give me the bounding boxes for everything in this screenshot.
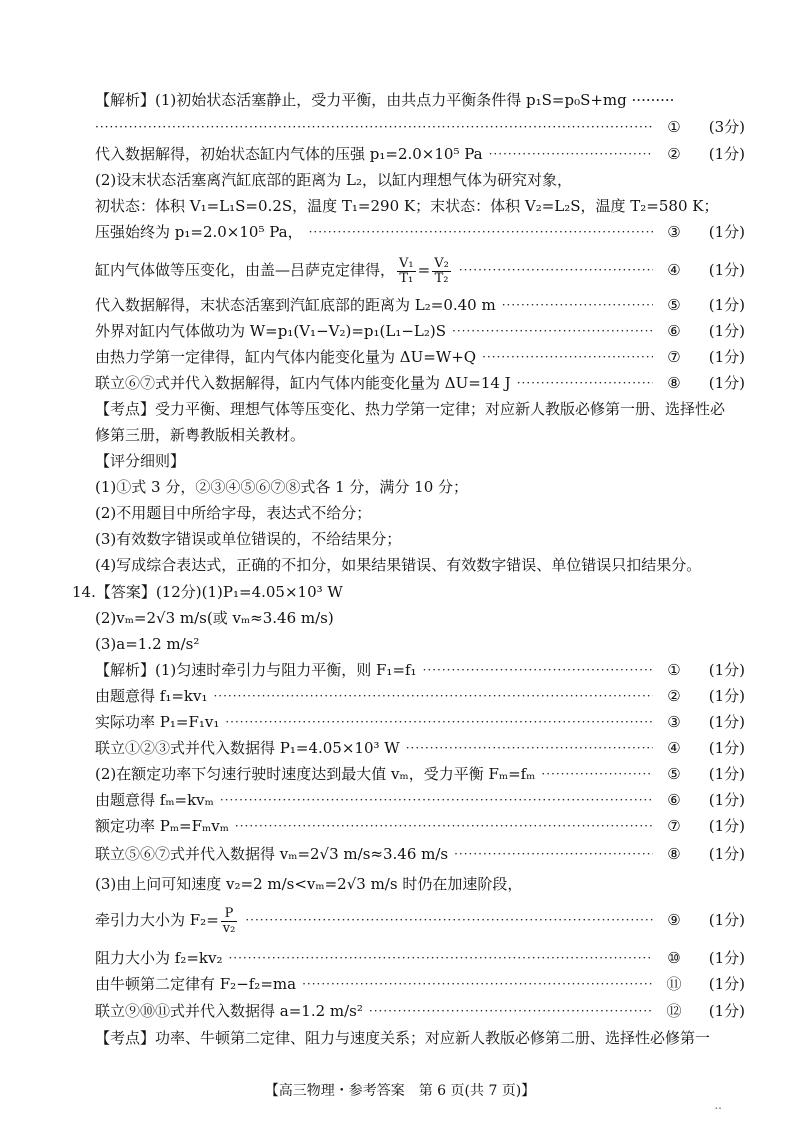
analysis-line-3: 初状态：体积 V₁=L₁S=0.2S，温度 T₁=290 K；末状态：体积 V₂=L₂S，温度 T₂=580 K； — [95, 197, 719, 215]
analysis-line-1: 【解析】(1)初始状态活塞静止，受力平衡，由共点力平衡条件得 p₁S=p₀S+mg ········· — [95, 91, 675, 109]
equals-sign: = — [417, 261, 431, 279]
equation-number: ⑧ — [667, 845, 681, 863]
q14-equation-row-2 — [95, 682, 745, 710]
score: (1分) — [708, 687, 745, 705]
equation-text: 联立⑤⑥⑦式并代入数据得 vₘ=2√3 m/s≈3.46 m/s — [95, 845, 449, 863]
leader-dots — [235, 812, 653, 840]
equation-text: 代入数据解得，初始状态缸内气体的压强 p₁=2.0×10⁵ Pa — [95, 145, 483, 163]
score: (1分) — [708, 223, 745, 241]
leader-dots — [95, 113, 653, 141]
equation-number: ③ — [667, 713, 681, 731]
equation-row-3 — [95, 218, 745, 246]
equation-number: ③ — [667, 223, 681, 241]
equation-number: ⑥ — [667, 791, 681, 809]
equation-number: ⑨ — [667, 911, 681, 929]
page-footer: 【高三物理・参考答案 第 6 页(共 7 页)】 — [264, 1083, 536, 1099]
fraction-numerator: P — [221, 907, 238, 922]
equation-number: ② — [667, 145, 681, 163]
corner-mark: .. — [714, 1098, 722, 1112]
leader-dots — [541, 760, 653, 788]
equation-row-6 — [95, 317, 745, 345]
q14-equation-row-10 — [95, 944, 745, 972]
equation-text: 压强始终为 p₁=2.0×10⁵ Pa， — [95, 223, 303, 241]
equation-row-8 — [95, 369, 745, 397]
equation-text: (2)在额定功率下匀速行驶时速度达到最大值 vₘ，受力平衡 Fₘ=fₘ — [95, 765, 536, 783]
equation-text: 外界对缸内气体做功为 W=p₁(V₁−V₂)=p₁(L₁−L₂)S — [95, 322, 447, 340]
equation-number: ⑫ — [666, 1002, 682, 1020]
q14-equation-row-9 — [95, 898, 745, 942]
equation-text: 代入数据解得，末状态活塞到汽缸底部的距离为 L₂=0.40 m — [95, 296, 496, 314]
equation-text: 联立⑨⑩⑪式并代入数据得 a=1.2 m/s² — [95, 1002, 363, 1020]
equation-row-4 — [95, 248, 745, 292]
q14-equation-row-1 — [95, 656, 745, 684]
score: (1分) — [708, 845, 745, 863]
equation-row-2 — [95, 140, 745, 168]
equation-row-5 — [95, 291, 745, 319]
equation-lead: 牵引力大小为 F₂= — [95, 911, 219, 929]
q14-equation-row-5 — [95, 760, 745, 788]
fraction-denominator: v₂ — [222, 920, 236, 936]
scoring-rule-3: (3)有效数字错误或单位错误的，不给结果分； — [95, 530, 402, 548]
score: (1分) — [708, 713, 745, 731]
q14-answer-line-1: 14.【答案】(12分)(1)P₁=4.05×10³ W — [72, 583, 343, 601]
q14-knowledge-point: 【考点】功率、牛顿第二定律、阻力与速度关系；对应新人教版必修第二册、选择性必修第一 — [95, 1029, 711, 1047]
leader-dots — [423, 656, 653, 684]
score: (3分) — [708, 118, 745, 136]
leader-dots — [517, 369, 653, 397]
equation-number: ⑤ — [667, 765, 681, 783]
equation-text: 阻力大小为 f₂=kv₂ — [95, 949, 223, 967]
fraction-left — [397, 257, 416, 286]
equation-number: ④ — [667, 261, 681, 279]
equation-number: ⑦ — [667, 817, 681, 835]
equation-text: 实际功率 P₁=F₁v₁ — [95, 713, 220, 731]
q14-answer-line-3: (3)a=1.2 m/s² — [95, 635, 200, 653]
equation-number: ⑧ — [667, 374, 681, 392]
q14-equation-row-11 — [95, 970, 745, 998]
equation-text: 由题意得 f₁=kv₁ — [95, 687, 208, 705]
leader-dots — [452, 317, 653, 345]
score: (1分) — [708, 296, 745, 314]
q14-equation-row-7 — [95, 812, 745, 840]
q14-part3-intro: (3)由上问可知速度 v₂=2 m/s<vₘ=2√3 m/s 时仍在加速阶段， — [95, 875, 523, 893]
score: (1分) — [708, 765, 745, 783]
equation-row-1 — [95, 113, 745, 141]
knowledge-point-line-2: 修第三册，新粤教版相关教材。 — [95, 426, 306, 444]
leader-dots — [225, 708, 653, 736]
equation-text: 【解析】(1)匀速时牵引力与阻力平衡，则 F₁=f₁ — [95, 661, 417, 679]
equation-number: ⑦ — [667, 348, 681, 366]
scoring-rule-2: (2)不用题目中所给字母，表达式不给分； — [95, 504, 372, 522]
equation-number: ⑥ — [667, 322, 681, 340]
equation-number: ① — [667, 661, 681, 679]
score: (1分) — [708, 791, 745, 809]
q14-equation-row-12 — [95, 997, 745, 1025]
score: (1分) — [708, 1002, 745, 1020]
score: (1分) — [708, 817, 745, 835]
leader-dots — [220, 786, 653, 814]
leader-dots — [502, 291, 653, 319]
equation-text: 由题意得 fₘ=kvₘ — [95, 791, 214, 809]
analysis-line-2: (2)设末状态活塞离汽缸底部的距离为 L₂，以缸内理想气体为研究对象， — [95, 171, 572, 189]
equation-number: ② — [667, 687, 681, 705]
q14-equation-row-3 — [95, 708, 745, 736]
equation-lead: 缸内气体做等压变化，由盖—吕萨克定律得， — [95, 261, 396, 279]
score: (1分) — [708, 145, 745, 163]
q14-answer-line-2: (2)vₘ=2√3 m/s(或 vₘ≈3.46 m/s) — [95, 609, 334, 627]
leader-dots — [245, 898, 653, 942]
leader-dots — [302, 970, 653, 998]
equation-text: 联立⑥⑦式并代入数据解得，缸内气体内能变化量为 ΔU=14 J — [95, 374, 511, 392]
equation-number: ⑪ — [666, 975, 682, 993]
scoring-rule-4: (4)写成综合表达式，正确的不扣分，如果结果错误、有效数字错误、单位错误只扣结果分。 — [95, 556, 702, 574]
equation-text — [95, 898, 239, 942]
equation-text — [95, 248, 453, 292]
leader-dots — [489, 140, 653, 168]
score: (1分) — [708, 322, 745, 340]
leader-dots — [454, 840, 653, 868]
equation-number: ① — [667, 118, 681, 136]
equation-number: ⑩ — [667, 949, 681, 967]
score: (1分) — [708, 975, 745, 993]
equation-text: 联立①②③式并代入数据得 P₁=4.05×10³ W — [95, 739, 400, 757]
q14-equation-row-8 — [95, 840, 745, 868]
equation-text: 由热力学第一定律得，缸内气体内能变化量为 ΔU=W+Q — [95, 348, 477, 366]
score: (1分) — [708, 348, 745, 366]
leader-dots — [482, 343, 653, 371]
leader-dots — [459, 248, 653, 292]
q14-equation-row-4 — [95, 734, 745, 762]
scoring-rules-heading: 【评分细则】 — [95, 452, 186, 470]
score: (1分) — [708, 949, 745, 967]
equation-text: 额定功率 Pₘ=Fₘvₘ — [95, 817, 229, 835]
fraction-right — [432, 257, 451, 286]
equation-number: ④ — [667, 739, 681, 757]
q14-equation-row-6 — [95, 786, 745, 814]
scoring-rule-1: (1)①式 3 分，②③④⑤⑥⑦⑧式各 1 分，满分 10 分； — [95, 478, 469, 496]
score: (1分) — [708, 661, 745, 679]
score: (1分) — [708, 739, 745, 757]
leader-dots — [406, 734, 653, 762]
leader-dots — [213, 682, 653, 710]
leader-dots — [369, 997, 653, 1025]
equation-row-7 — [95, 343, 745, 371]
fraction-numerator: V₁ — [399, 255, 414, 271]
score: (1分) — [708, 261, 745, 279]
equation-number: ⑤ — [667, 296, 681, 314]
fraction-denominator: T₂ — [434, 270, 449, 286]
score: (1分) — [708, 374, 745, 392]
fraction-numerator: V₂ — [434, 255, 449, 271]
fraction — [221, 907, 238, 936]
knowledge-point-line-1: 【考点】受力平衡、理想气体等压变化、热力学第一定律；对应新人教版必修第一册、选择性必 — [95, 400, 726, 418]
leader-dots — [309, 218, 653, 246]
fraction-denominator: T₁ — [399, 270, 414, 286]
equation-text: 由牛顿第二定律有 F₂−f₂=ma — [95, 975, 297, 993]
leader-dots — [228, 944, 653, 972]
score: (1分) — [708, 911, 745, 929]
